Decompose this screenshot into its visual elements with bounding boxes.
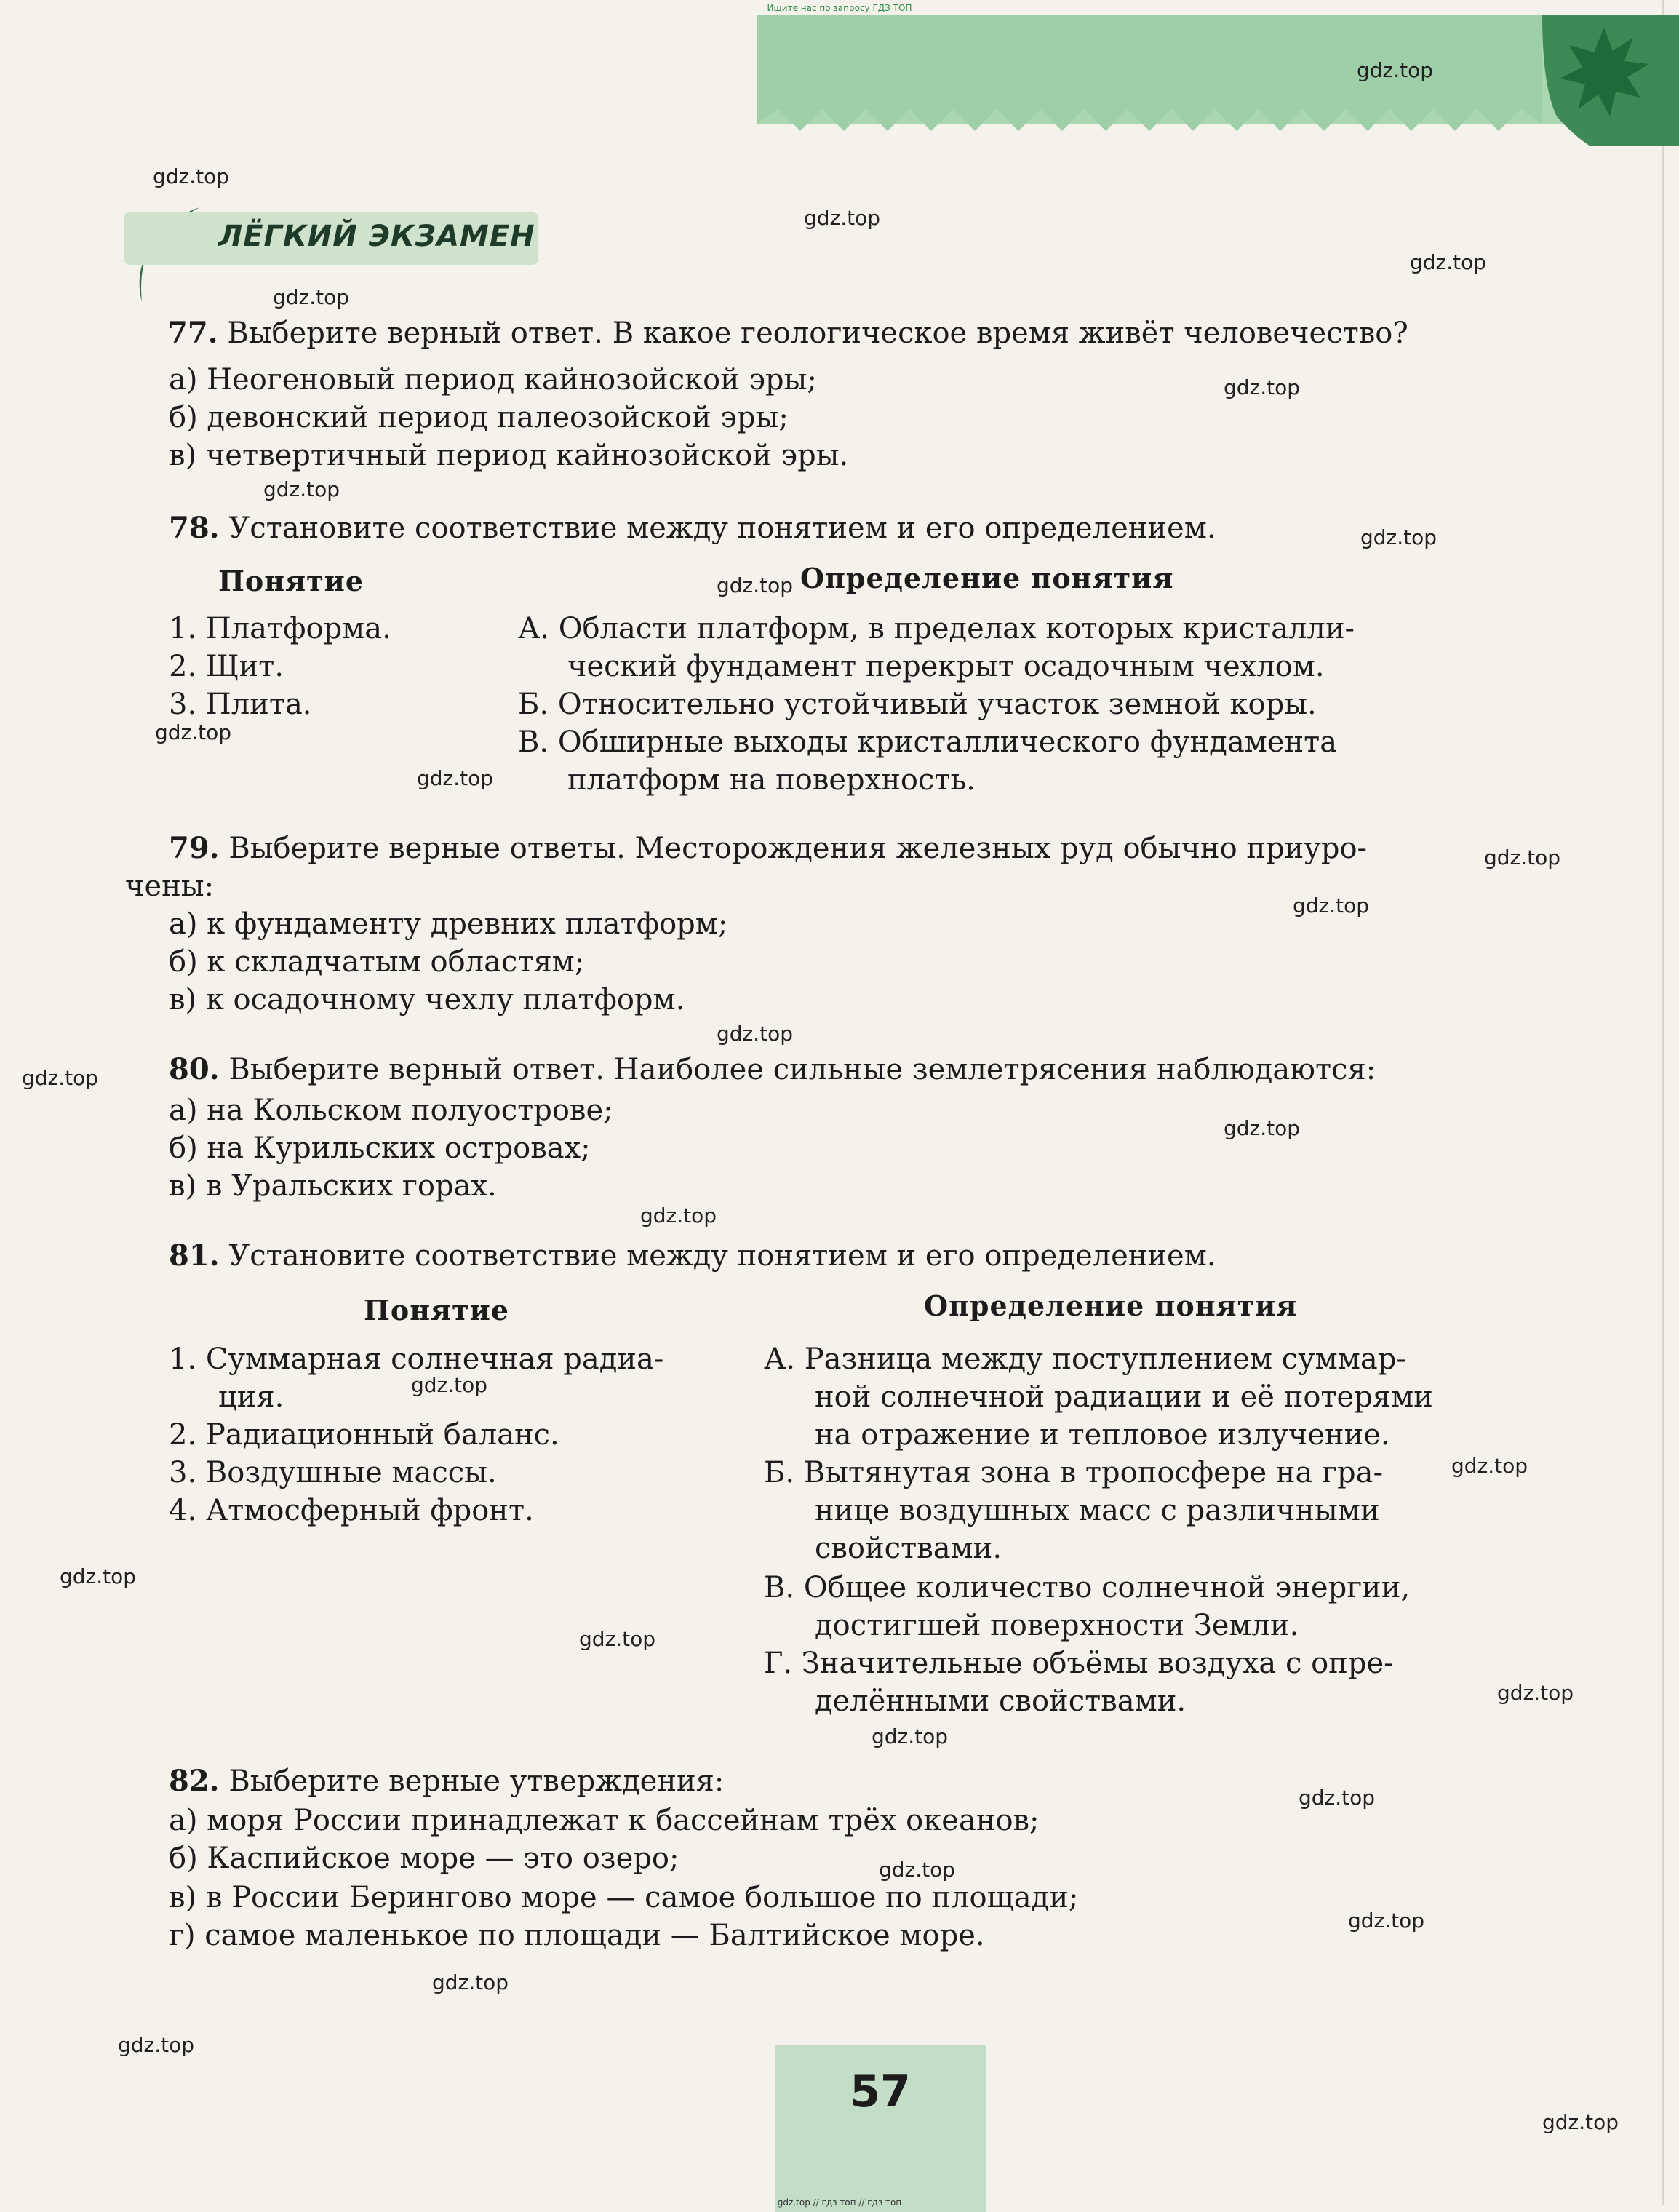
q81-stem: 81. Установите соответствие между понятием и его определением. — [169, 1238, 1216, 1273]
q77-option-b: б) девонский период палеозойской эры; — [169, 401, 789, 434]
watermark: gdz.top — [804, 206, 881, 230]
watermark: gdz.top — [1224, 1116, 1301, 1140]
page-number: 57 — [850, 2066, 911, 2117]
watermark: gdz.top — [155, 720, 232, 744]
q78-def-a-line2: ческий фундамент перекрыт осадочным чехлом. — [567, 650, 1325, 683]
q81-def-c-line2: достигшей поверхности Земли. — [815, 1609, 1299, 1642]
watermark: gdz.top — [153, 164, 230, 188]
q81-def-d-line2: делёнными свойствами. — [815, 1684, 1187, 1718]
q79-stem-line2: чены: — [125, 870, 215, 903]
watermark: gdz.top — [872, 1724, 949, 1748]
q77-option-a: а) Неогеновый период кайнозойской эры; — [169, 363, 817, 397]
q79-option-b: б) к складчатым областям; — [169, 945, 585, 979]
watermark: gdz.top — [1299, 1786, 1376, 1810]
watermark: gdz.top — [1348, 1909, 1425, 1933]
watermark: gdz.top — [432, 1970, 509, 1994]
q78-term-3: 3. Плита. — [169, 688, 312, 721]
watermark: gdz.top — [1484, 846, 1561, 870]
q81-term-1-line1: 1. Суммарная солнечная радиа- — [169, 1342, 664, 1376]
watermark: gdz.top — [22, 1066, 99, 1090]
q81-def-b-line1: Б. Вытянутая зона в тропосфере на гра- — [764, 1456, 1383, 1489]
q81-term-2: 2. Радиационный баланс. — [169, 1418, 559, 1452]
watermark: gdz.top — [263, 477, 340, 501]
q81-def-d-line1: Г. Значительные объёмы воздуха с опре- — [764, 1647, 1394, 1680]
watermark: gdz.top — [411, 1373, 488, 1397]
watermark: gdz.top — [1360, 525, 1437, 549]
q80-option-a: а) на Кольском полуострове; — [169, 1094, 613, 1127]
q82-stem: 82. Выберите верные утверждения: — [169, 1764, 725, 1798]
q82-option-c: в) в России Берингово море — самое большое по площади; — [169, 1881, 1079, 1914]
q77-option-c: в) четвертичный период кайнозойской эры. — [169, 439, 849, 472]
top-banner: Ищите нас по запросу ГДЗ ТОП — [767, 3, 912, 13]
bottom-banner: gdz.top // гдз топ // гдз топ — [777, 2197, 902, 2208]
q78-stem: 78. Установите соответствие между понятием и его определением. — [169, 511, 1216, 545]
watermark: gdz.top — [1497, 1681, 1574, 1705]
q80-stem: 80. Выберите верный ответ. Наиболее сильные землетрясения наблюдаются: — [169, 1052, 1376, 1086]
watermark: gdz.top — [417, 766, 494, 790]
watermark: gdz.top — [717, 573, 794, 597]
section-title: ЛЁГКИЙ ЭКЗАМЕН — [218, 220, 535, 253]
q78-col-right-header: Определение понятия — [800, 562, 1174, 594]
q82-option-b: б) Каспийское море — это озеро; — [169, 1842, 679, 1875]
q78-def-c-line1: В. Обширные выходы кристаллического фундамента — [518, 725, 1338, 759]
q81-def-a-line1: А. Разница между поступлением суммар- — [764, 1342, 1406, 1376]
watermark: gdz.top — [579, 1627, 656, 1651]
watermark: gdz.top — [1224, 375, 1301, 399]
q81-def-c-line1: В. Общее количество солнечной энергии, — [764, 1571, 1411, 1604]
q81-term-1-line2: ция. — [218, 1380, 284, 1414]
q77-stem: 77. Выберите верный ответ. В какое геологическое время живёт человечество? — [167, 316, 1408, 350]
watermark: gdz.top — [1451, 1454, 1528, 1478]
q80-option-c: в) в Уральских горах. — [169, 1169, 497, 1203]
q78-term-2: 2. Щит. — [169, 650, 284, 683]
q78-def-c-line2: платформ на поверхность. — [567, 763, 976, 797]
watermark: gdz.top — [118, 2033, 195, 2057]
watermark: gdz.top — [717, 1022, 794, 1046]
watermark: gdz.top — [640, 1204, 717, 1228]
q81-def-a-line2: ной солнечной радиации и её потерями — [815, 1380, 1433, 1414]
q81-col-left-header: Понятие — [364, 1294, 510, 1326]
q78-def-b: Б. Относительно устойчивый участок земной коры. — [518, 688, 1317, 721]
watermark: gdz.top — [60, 1564, 137, 1588]
q81-def-a-line3: на отражение и тепловое излучение. — [815, 1418, 1390, 1452]
q81-def-b-line3: свойствами. — [815, 1532, 1002, 1565]
q79-stem-line1: 79. Выберите верные ответы. Месторождения железных руд обычно приуро- — [169, 831, 1368, 865]
q79-option-a: а) к фундаменту древних платформ; — [169, 907, 728, 941]
q78-col-left-header: Понятие — [218, 565, 364, 597]
watermark: gdz.top — [1410, 250, 1487, 274]
decorative-corner-band — [757, 15, 1679, 146]
q81-def-b-line2: нице воздушных масс с различными — [815, 1494, 1380, 1527]
watermark: gdz.top — [879, 1858, 956, 1882]
watermark: gdz.top — [1293, 894, 1370, 918]
q78-term-1: 1. Платформа. — [169, 612, 391, 645]
q82-option-d: г) самое маленькое по площади — Балтийское море. — [169, 1919, 985, 1952]
q81-term-4: 4. Атмосферный фронт. — [169, 1494, 534, 1527]
q78-def-a-line1: А. Области платформ, в пределах которых кристалли- — [518, 612, 1355, 645]
watermark: gdz.top — [273, 285, 350, 309]
q82-option-a: а) моря России принадлежат к бассейнам трёх океанов; — [169, 1804, 1040, 1837]
watermark: gdz.top — [1357, 58, 1434, 82]
q79-option-c: в) к осадочному чехлу платформ. — [169, 983, 685, 1017]
q81-col-right-header: Определение понятия — [924, 1289, 1298, 1322]
watermark: gdz.top — [1542, 2110, 1619, 2134]
q81-term-3: 3. Воздушные массы. — [169, 1456, 497, 1489]
q80-option-b: б) на Курильских островах; — [169, 1131, 591, 1165]
